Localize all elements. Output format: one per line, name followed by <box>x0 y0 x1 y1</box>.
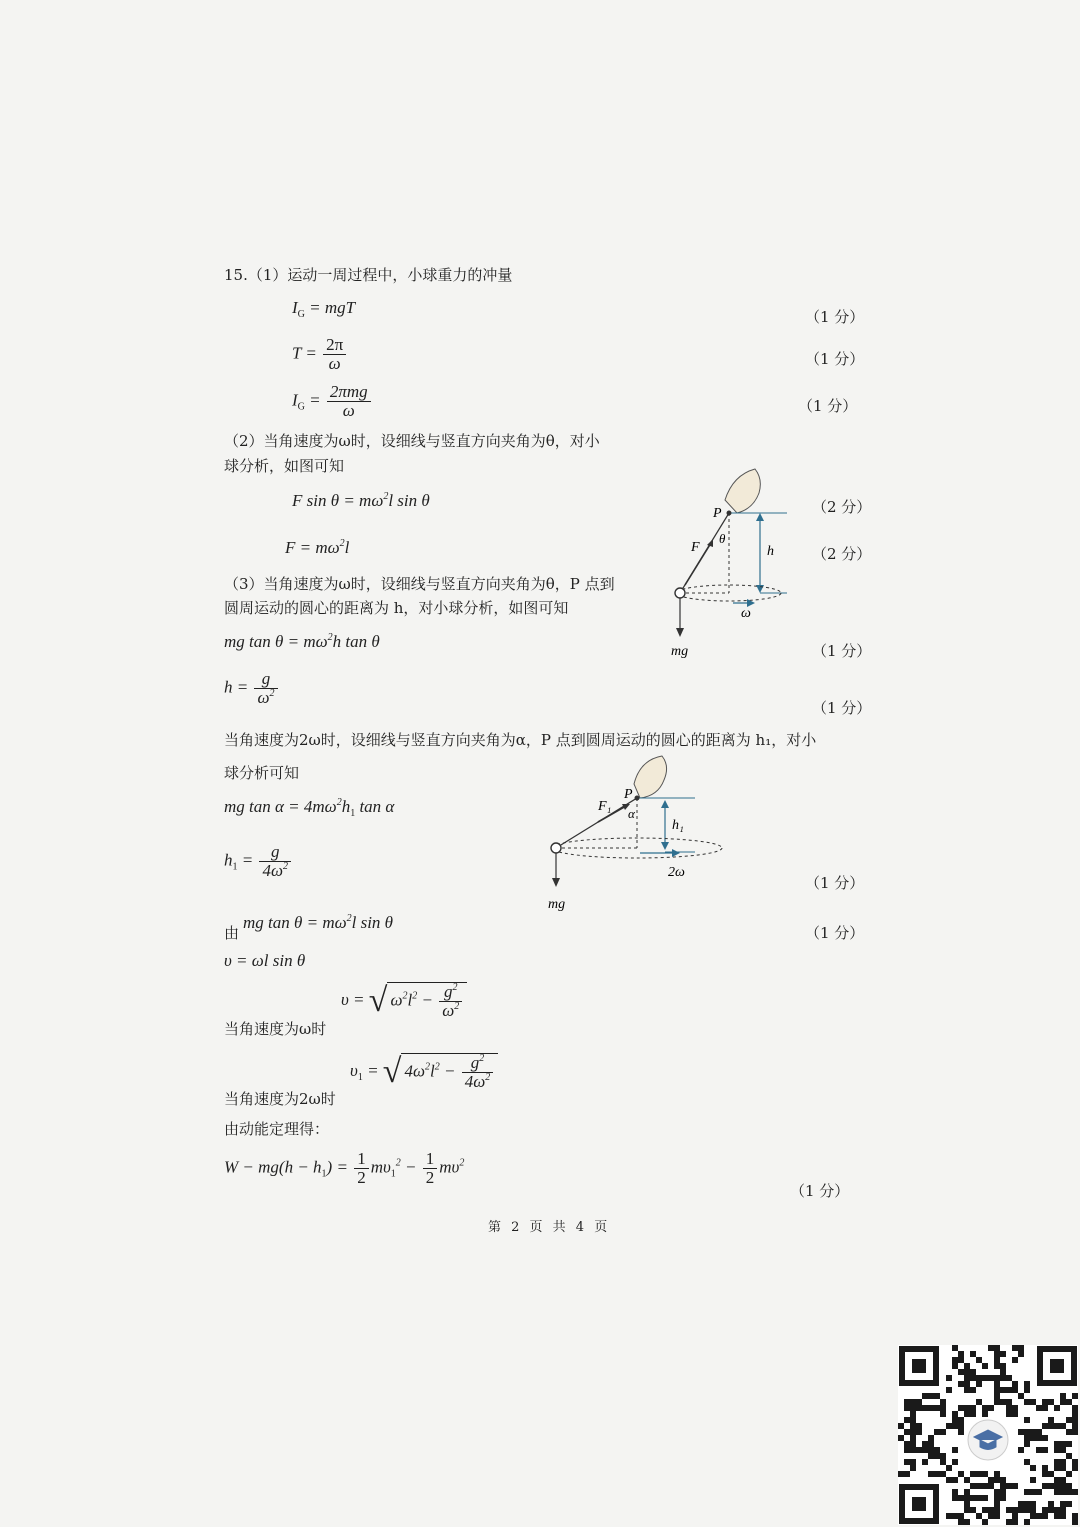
part2-line1: （2）当角速度为ω时，设细线与竖直方向夹角为θ，对小 <box>224 432 600 450</box>
score-9: （1 分） <box>805 924 865 942</box>
equation-period: T = $\frac{2\pi}{\omega}$ <box>292 336 348 373</box>
hand-icon <box>634 756 667 798</box>
score-5: （2 分） <box>812 545 872 563</box>
equation-f-sin: F $\sin \theta = m\omega^2l$ sin θ <box>292 491 430 510</box>
hand-icon <box>725 469 760 513</box>
label-mg: mg <box>548 897 566 912</box>
label-h: h <box>767 544 774 559</box>
label-p: P <box>624 787 633 802</box>
label-f1: F₁ <box>598 799 612 814</box>
equation-ig-result: $I_G$ = $\frac{\text{2πmg}}{\omega}$ <box>292 383 373 420</box>
label-f: F <box>691 540 700 555</box>
score-1: （1 分） <box>805 308 865 326</box>
score-8: （1 分） <box>805 874 865 892</box>
equation-h1: $h_1$ = $\frac{g}{4\omega^2}$ <box>224 843 293 880</box>
page-footer: 第 2 页 共 4 页 <box>488 1220 611 1235</box>
score-2: （1 分） <box>805 350 865 368</box>
equation-v: υ = ωl sin θ <box>224 951 306 970</box>
label-omega: ω <box>741 606 751 621</box>
equation-v1: $\upsilon_1$ = √ $4\omega^2l^2$ − $\frac{g^2}{4\omega^2}$ <box>350 1053 498 1091</box>
label-alpha: α <box>628 806 635 821</box>
from-prefix: 由 <box>224 924 240 942</box>
score-6: （1 分） <box>812 642 872 660</box>
equation-mg-tan: mg $\tan \theta = m\omega^2h$ tan θ <box>224 632 380 651</box>
score-3: （1 分） <box>798 397 858 415</box>
kinetic-theorem: 由动能定理得： <box>224 1120 330 1138</box>
figure-conical-pendulum-2omega <box>540 752 730 914</box>
part3-line4: 球分析可知 <box>224 764 300 782</box>
omega-prefix: 当角速度为ω时 <box>224 1020 327 1038</box>
equation-mg-tan-sin: mg $\tan \theta = m\omega^2l$ sin θ <box>243 913 394 932</box>
part1-intro: 15.（1）运动一周过程中，小球重力的冲量 <box>224 266 513 284</box>
label-h1: h₁ <box>672 818 684 833</box>
score-7: （1 分） <box>812 699 872 717</box>
equation-h: h = $\frac{g}{\omega^2}$ <box>224 670 280 707</box>
two-omega-prefix: 当角速度为2ω时 <box>224 1090 336 1108</box>
part3-line3: 当角速度为2ω时，设细线与竖直方向夹角为α，P 点到圆周运动的圆心的距离为 h₁，对小 <box>224 731 817 749</box>
score-10: （1 分） <box>790 1182 850 1200</box>
label-mg: mg <box>671 644 689 659</box>
label-theta: θ <box>719 531 726 546</box>
equation-ig: $I_G$ = mgT <box>292 298 356 320</box>
part3-line2: 圆周运动的圆心的距离为 h，对小球分析，如图可知 <box>224 599 569 617</box>
equation-work: $W - mg(h - h_1)$ = $\frac{1}{2}$ $m\upsilon_1^2$ − $\frac{1}{2}$ $m\upsilon^2$ <box>224 1149 465 1187</box>
qr-code <box>898 1345 1078 1525</box>
equation-v-omega: υ = √ $\omega^2l^2$ − $\frac{g^2}{\omega^2}$ <box>341 982 467 1020</box>
equation-mg-tan-alpha: mg $\tan \alpha = 4m\omega^2h_1$ tan α <box>224 797 395 819</box>
equation-f: $F = m\omega^2l$ <box>285 538 350 557</box>
label-2omega: 2ω <box>668 865 685 880</box>
score-4: （2 分） <box>812 498 872 516</box>
label-p: P <box>713 506 722 521</box>
part2-line2: 球分析，如图可知 <box>224 457 345 475</box>
part3-line1: （3）当角速度为ω时，设细线与竖直方向夹角为θ，P 点到 <box>224 575 615 593</box>
figure-conical-pendulum-omega <box>655 465 800 665</box>
